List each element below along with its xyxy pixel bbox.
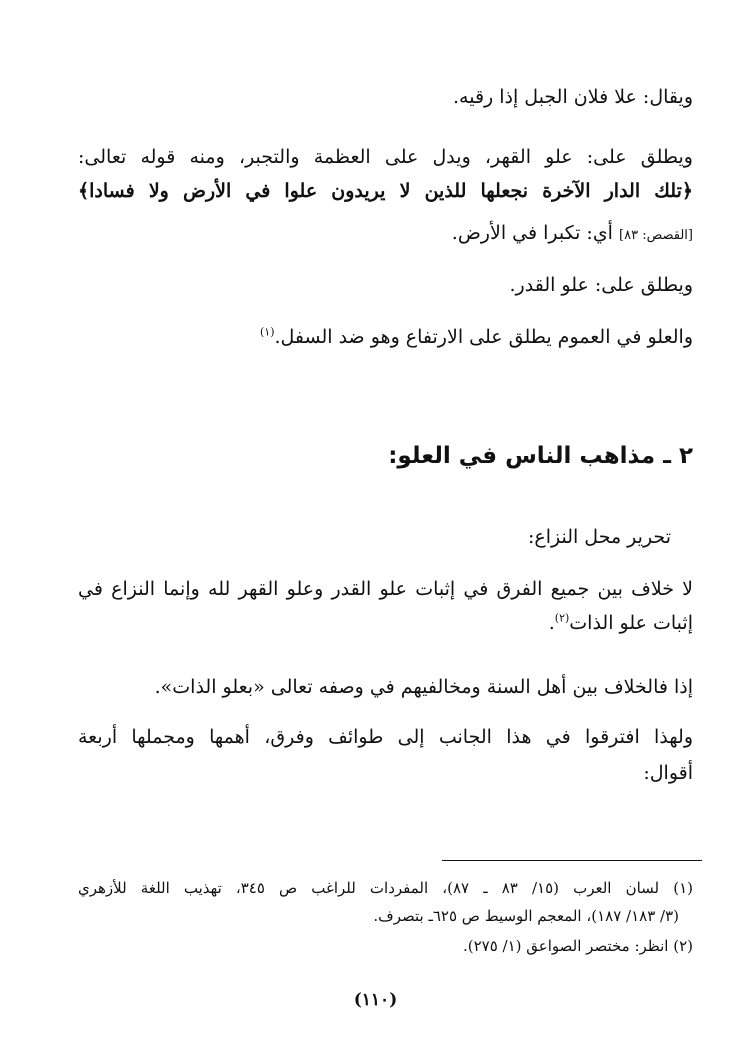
body-paragraph-1-text: لا خلاف بين جميع الفرق في إثبات علو القدر وعلو القهر لله وإنما النزاع في xyxy=(78,578,693,600)
footnote-1-line-1 xyxy=(78,876,693,900)
section-title: ٢ ـ مذاهب الناس في العلو: xyxy=(388,443,693,469)
quran-verse xyxy=(78,176,693,206)
paragraph-3 xyxy=(78,270,693,300)
footnote-1-line-2 xyxy=(78,904,679,928)
subheading-text: تحرير محل النزاع: xyxy=(527,526,671,548)
footnote-marker-2: (٢) xyxy=(554,611,570,625)
paragraph-3-text: ويطلق على: علو القدر. xyxy=(509,274,693,296)
footnote-marker-1: (١) xyxy=(259,325,275,339)
footnote-divider xyxy=(442,860,702,861)
footnote-2-text: (٢) انظر: مختصر الصواعق (١/ ٢٧٥). xyxy=(462,937,693,955)
verse-explanation: أي: تكبرا في الأرض. xyxy=(451,222,613,244)
paragraph-2-line-3 xyxy=(78,218,693,251)
paragraph-1 xyxy=(78,82,693,112)
subheading xyxy=(78,522,693,552)
body-paragraph-2 xyxy=(78,672,693,702)
quran-verse-text: ﴿تلك الدار الآخرة نجعلها للذين لا يريدون علوا في الأرض ولا فسادا﴾ xyxy=(78,180,693,202)
footnote-1-text-2: (٣/ ١٨٣/ ١٨٧)، المعجم الوسيط ص ٦٢٥ـ بتصرف. xyxy=(373,907,679,925)
body-paragraph-2-text: إذا فالخلاف بين أهل السنة ومخالفيهم في وصفه تعالى «بعلو الذات». xyxy=(154,676,693,698)
paragraph-2-line-1 xyxy=(78,142,693,172)
page-number: (١١٠) xyxy=(353,990,398,1010)
paragraph-2-text: ويطلق على: علو القهر، ويدل على العظمة والتجبر، ومنه قوله تعالى: xyxy=(78,146,693,168)
body-paragraph-3-text-2: أقوال: xyxy=(643,762,693,784)
footnote-1-text: (١) لسان العرب (١٥/ ٨٣ ـ ٨٧)، المفردات للراغب ص ٣٤٥، تهذيب اللغة للأزهري xyxy=(78,879,694,897)
paragraph-1-text: ويقال: علا فلان الجبل إذا رقيه. xyxy=(452,86,693,108)
body-paragraph-3-line-2 xyxy=(78,758,693,788)
body-paragraph-1-end: . xyxy=(548,612,555,634)
paragraph-4-text: والعلو في العموم يطلق على الارتفاع وهو ضد السفل. xyxy=(274,326,693,348)
body-paragraph-3-text: ولهذا افترقوا في هذا الجانب إلى طوائف وفرق، أهمها ومجملها أربعة xyxy=(78,726,693,748)
body-paragraph-1-line-1 xyxy=(78,574,693,604)
body-paragraph-1-line-2 xyxy=(78,608,693,638)
verse-reference: [القصص: ٨٣] xyxy=(619,228,693,243)
paragraph-4 xyxy=(78,322,693,352)
body-paragraph-1-text-2: إثبات علو الذات xyxy=(569,612,693,634)
body-paragraph-3-line-1 xyxy=(78,722,693,752)
footnote-2 xyxy=(78,934,693,958)
